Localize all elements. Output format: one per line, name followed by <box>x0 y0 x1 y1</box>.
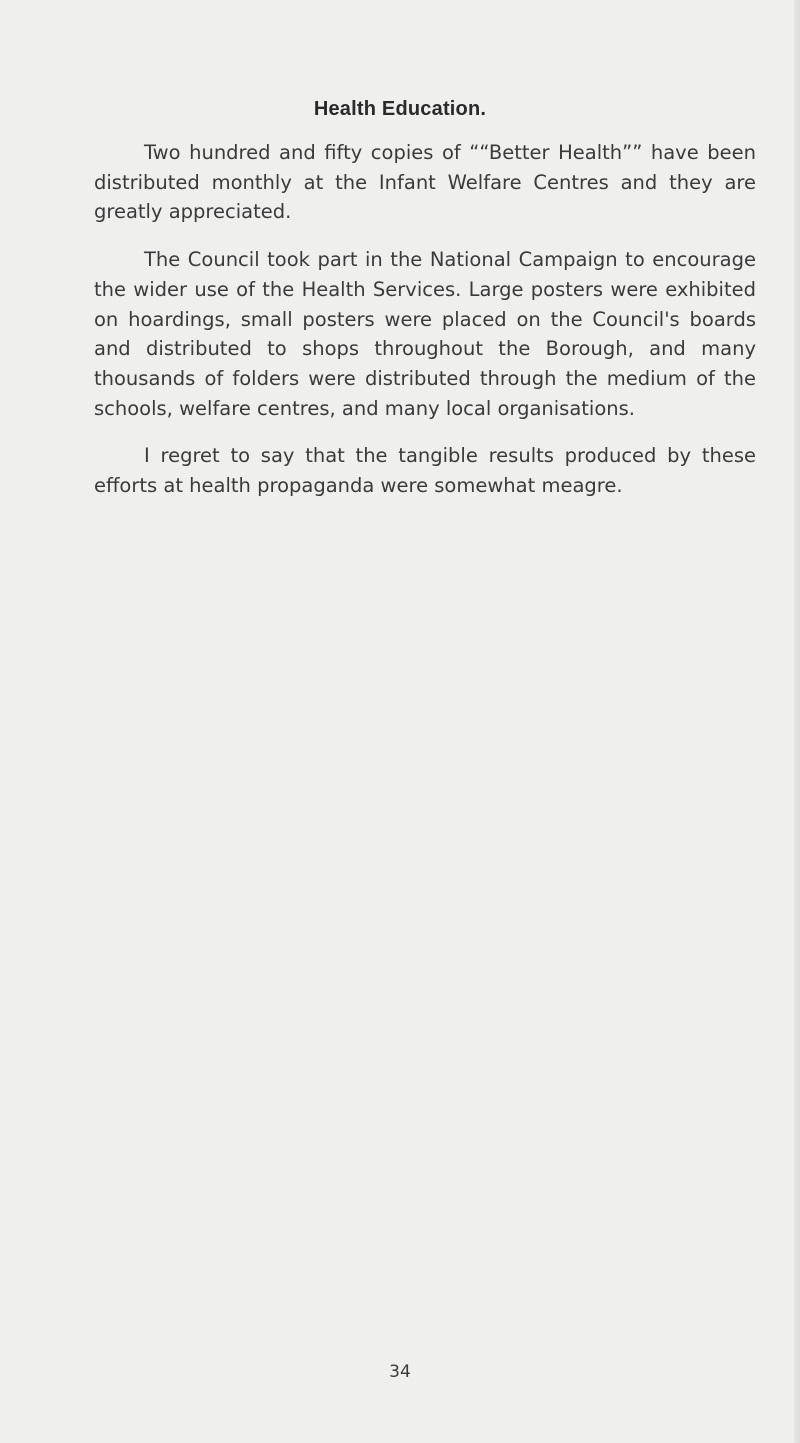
paragraph-national-campaign: The Council took part in the National Campaign to encourage the wider use of the Health Services. Large posters were exhibited on hoardings, small posters were placed on the Council's boards and distributed to shops throughout the Borough, and many thousands of folders were distributed through the medium of the schools, welfare centres, and many local organisations. <box>94 248 756 420</box>
page-edge <box>794 0 800 1443</box>
section-heading: Health Education. <box>313 98 487 120</box>
body-text <box>94 138 756 519</box>
page-number: 34 <box>389 1362 411 1382</box>
paragraph-results: I regret to say that the tangible results produced by these efforts at health propaganda were somewhat meagre. <box>94 444 756 498</box>
paragraph-better-health: Two hundred and fifty copies of ““Better Health”” have been distributed monthly at the Infant Welfare Centres and they are greatly appreciated. <box>94 141 756 224</box>
